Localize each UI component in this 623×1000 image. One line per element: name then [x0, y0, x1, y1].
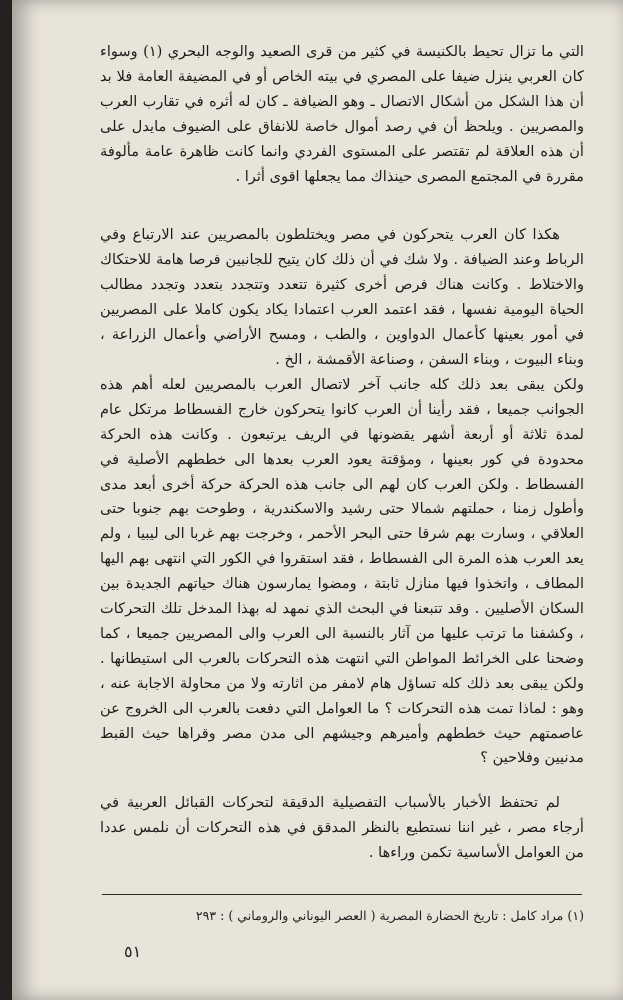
paragraph-arab-movements: هكذا كان العرب يتحركون في مصر ويختلطون بالمصريين عند الارتباع وفي الرباط وعند الضيافة . ولا شك في أن ذلك كان يتيح للجانبين فرصا هامة للاحتكاك والاختلاط . وكانت هناك فرص أخرى كثيرة تتعدد وتتجدد بتعدد وتجدد مطالب الحياة اليومية نفسها ، فقد اعتمد العرب اعتمادا يكاد يكون كاملا على المصريين في أمور بعينها كأعمال الدواوين ، والطب ، ومسح الأراضي وأعمال الزراعة ، وبناء البيوت ، وبناء السفن ، وصناعة الأقمشة ، الخ . [100, 226, 584, 368]
paragraph-settlement: ولكن يبقى بعد ذلك كله جانب آخر لاتصال العرب بالمصريين لعله أهم هذه الجوانب جميعا ، فقد رأينا أن العرب كانوا يتحركون خارج الفسطاط مرتكل عام لمدة ثلاثة أو أربعة أشهر يقضونها في الريف يرتبعون . وكانت هذه الحركة محدودة في كور بعينها ، ومؤقتة يعود العرب بعدها الى خططهم الأصلية في الفسطاط . ولكن العرب كان لهم الى جانب هذه الحركة حركة أخرى أبعد مدى وأطول زمنا ، حملتهم شمالا حتى رشيد والاسكندرية ، وطوحت بهم جنوبا حتى العلاقي ، وسارت بهم شرقا حتى البحر الأحمر ، وخرجت بهم غربا الى ليبيا ، ولم يعد العرب هذه المرة الى الفسطاط ، فقد استقروا في الكور التي انتهى بهم اليها المطاف ، واتخذوا فيها منازل ثابتة ، ومضوا يمارسون هناك حياتهم الجديدة بين السكان الأصليين . وقد تتبعنا في البحث الذي نمهد له بهذا المدخل تلك التحركات ، وكشفنا ما ترتب عليها من آثار بالنسبة الى العرب والى المصريين جميعا ، كما وضحنا على الخرائط المواطن التي انتهت هذه التحركات بالعرب الى استيطانها . ولكن يبقى بعد ذلك كله تساؤل هام لامفر من اثارته ولا من محاولة الاجابة عنه ، وهو : لماذا تمت هذه التحركات ؟ ما العوامل التي دفعت بالعرب الى الخروج عن عاصمتهم حيث خططهم وأميرهم وجيشهم الى مدن مصر وقراها حيث القبط مدنيين وفلاحين ؟ [100, 375, 584, 767]
footnote: (١) مراد كامل : تاريخ الحضارة المصرية ( العصر اليوناني والروماني ) : ٢٩٣ [195, 908, 584, 923]
page-number: ٥١ [124, 942, 142, 961]
book-page [12, 0, 623, 1000]
body-text [100, 40, 584, 866]
paragraph-reasons: لم تحتفظ الأخبار بالأسباب التفصيلية الدقيقة لتحركات القبائل العربية في أرجاء مصر ، غير اننا نستطيع بالنظر المدقق في هذه التحركات أن نلمس عددا من العوامل الأساسية تكمن وراءها . [100, 794, 584, 862]
footnote-divider [102, 894, 582, 895]
paragraph-continuation: التي ما تزال تحيط بالكنيسة في كثير من قرى الصعيد والوجه البحري (١) وسواء كان العربي ينزل ضيفا على المصري في بيته الخاص أو في المضيفة العامة فلا بد أن هذا الشكل من أشكال الاتصال ـ وهو الضيافة ـ كان له أثره في تقارب العرب والمصريين . ويلحظ أن في رصد أموال خاصة للانفاق على الضيوف مايدل على أن هذه العلاقة لم تقتصر على المستوى الفردي وانما كانت ظاهرة عامة مألوفة مقررة في المجتمع المصرى حينذاك مما يجعلها اقوى أثرا . [100, 43, 584, 185]
